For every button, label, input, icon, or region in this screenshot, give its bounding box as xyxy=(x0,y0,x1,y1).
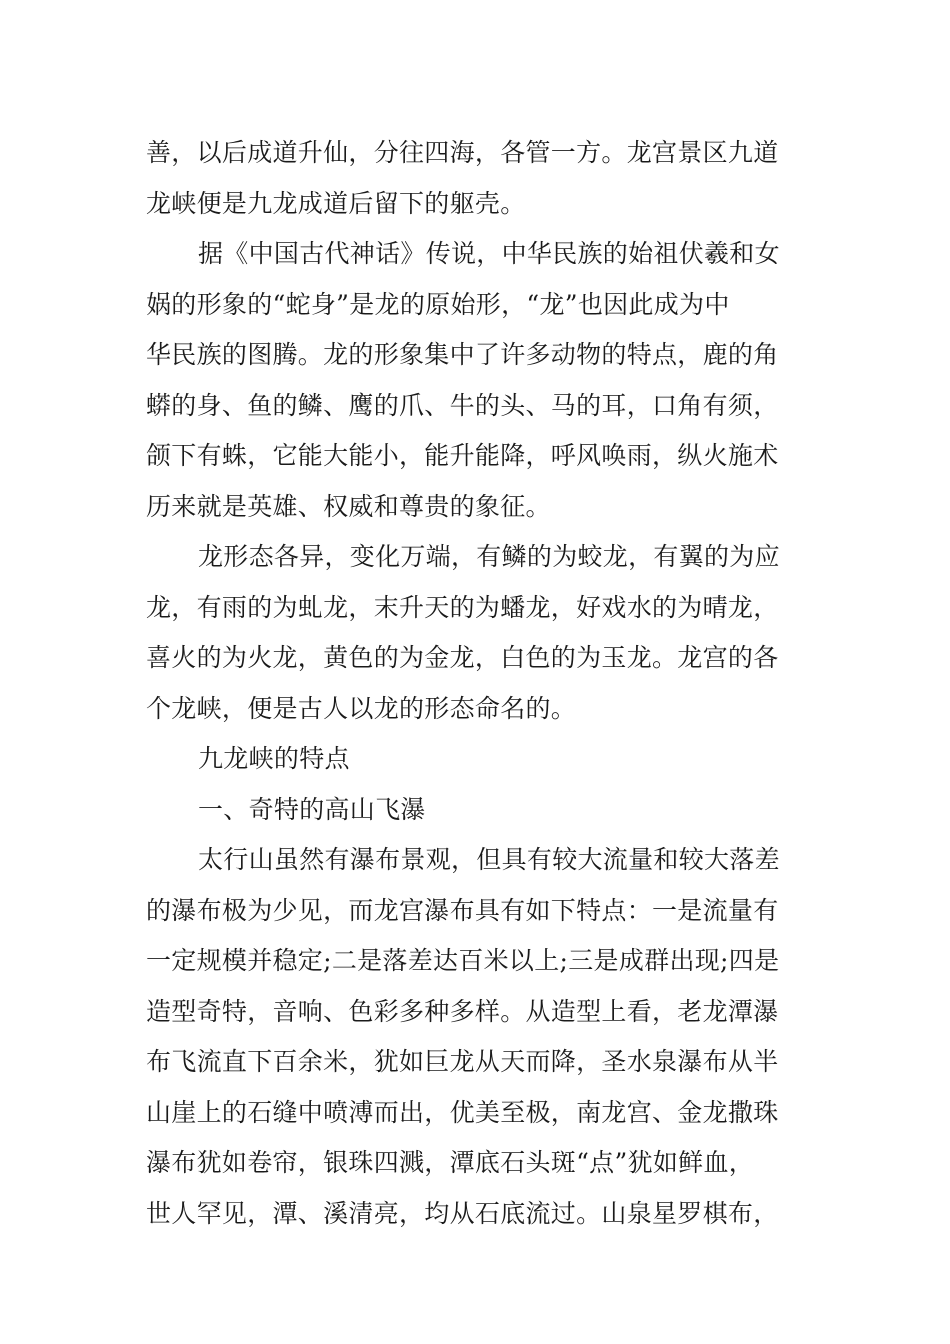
text-line: 山崖上的石缝中喷溥而出，优美至极，南龙宫、金龙撒珠 xyxy=(146,1097,779,1127)
section-heading: 九龙峡的特点 xyxy=(198,744,350,773)
text-line: 颌下有蛛，它能大能小，能升能降，呼风唤雨，纵火施术 xyxy=(146,441,779,470)
paragraph-start-line: 太行山虽然有瀑布景观，但具有较大流量和较大落差 xyxy=(198,845,780,874)
text-line: 善，以后成道升仙，分往四海，各管一方。龙宫景区九道 xyxy=(146,138,779,167)
text-line: 龙，有雨的为虬龙，末升天的为蟠龙，好戏水的为晴龙， xyxy=(146,592,779,622)
text-line: 布飞流直下百余米，犹如巨龙从天而降，圣水泉瀑布从半 xyxy=(146,1047,779,1076)
body-text xyxy=(146,128,808,1239)
text-line: 个龙峡，便是古人以龙的形态命名的。 xyxy=(146,693,577,723)
text-line: 世人罕见，潭、溪清亮，均从石底流过。山泉星罗棋布， xyxy=(146,1198,779,1228)
text-line: 造型奇特，音响、色彩多种多样。从造型上看，老龙潭瀑 xyxy=(146,996,779,1026)
text-line: 的瀑布极为少见，而龙宫瀑布具有如下特点：一是流量有 xyxy=(146,895,779,925)
text-line: 历来就是英雄、权威和尊贵的象征。 xyxy=(146,491,551,521)
paragraph-start-line: 龙形态各异，变化万端，有鳞的为蛟龙，有翼的为应 xyxy=(198,542,780,571)
paragraph-start-line: 据《中国古代神话》传说，中华民族的始祖伏羲和女 xyxy=(198,239,780,268)
text-line: 华民族的图腾。龙的形象集中了许多动物的特点，鹿的角 xyxy=(146,340,779,369)
text-line: 一定规模并稳定;二是落差达百米以上;三是成群出现;四是 xyxy=(146,946,780,975)
text-line: 瀑布犹如卷帘，银珠四溅，潭底石头斑“点”犹如鲜血， xyxy=(146,1148,755,1177)
text-line: 娲的形象的“蛇身”是龙的原始形，“龙”也因此成为中 xyxy=(146,289,730,319)
text-line: 蟒的身、鱼的鳞、鹰的爪、牛的头、马的耳，口角有须， xyxy=(146,390,779,420)
text-line: 喜火的为火龙，黄色的为金龙，白色的为玉龙。龙宫的各 xyxy=(146,643,779,672)
subsection-heading: 一、奇特的高山飞瀑 xyxy=(198,794,426,824)
text-line: 龙峡便是九龙成道后留下的躯壳。 xyxy=(146,188,526,218)
